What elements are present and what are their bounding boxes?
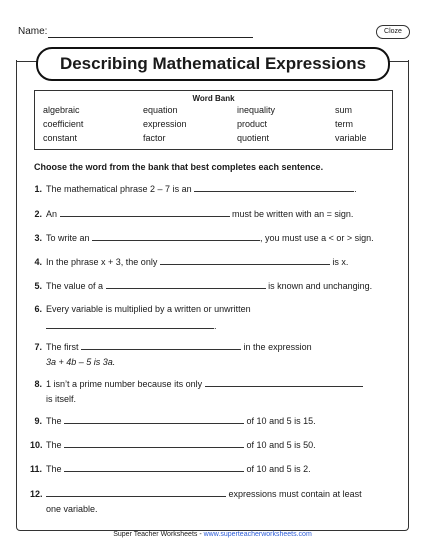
word-bank-title: Word Bank: [192, 94, 235, 103]
question-6: 6. Every variable is multiplied by a written or unwritten .: [34, 304, 251, 331]
worksheet-title: Describing Mathematical Expressions: [36, 47, 390, 81]
question-3: 3. To write an , you must use a < or > sign.: [34, 233, 374, 243]
answer-blank[interactable]: [46, 487, 226, 497]
cloze-badge: Cloze: [376, 25, 410, 39]
question-1: 1. The mathematical phrase 2 – 7 is an .: [30, 182, 400, 194]
question-10: 10. The of 10 and 5 is 50.: [30, 440, 316, 450]
word-bank-word: expression: [143, 119, 187, 129]
answer-blank[interactable]: [194, 182, 354, 192]
word-bank-word: constant: [43, 133, 78, 143]
title-connector-left: [16, 61, 38, 62]
answer-blank[interactable]: [81, 340, 241, 350]
word-bank-word: coefficient: [43, 119, 84, 129]
answer-blank[interactable]: [60, 207, 230, 217]
answer-blank[interactable]: [64, 414, 244, 424]
question-8: 8. 1 isn’t a prime number because its only is itself.: [30, 377, 400, 404]
answer-blank[interactable]: [64, 462, 244, 472]
question-7: 7. The first in the expression 3a + 4b – 5 is 3a.: [34, 342, 312, 367]
word-bank-box: [34, 90, 393, 150]
word-bank-word: product: [237, 119, 268, 129]
question-5: 5. The value of a is known and unchanging.: [34, 281, 373, 291]
footer-brand: Super Teacher Worksheets -: [113, 531, 204, 538]
question-number: 1.: [34, 184, 42, 194]
answer-blank[interactable]: [106, 279, 266, 289]
footer: [0, 531, 425, 538]
word-bank-word: variable: [335, 133, 367, 143]
answer-blank[interactable]: [64, 438, 244, 448]
answer-blank[interactable]: [205, 377, 363, 387]
answer-blank[interactable]: [46, 319, 214, 329]
name-blank-line[interactable]: [48, 37, 253, 38]
question-9: 9. The of 10 and 5 is 15.: [34, 416, 316, 426]
word-bank-word: quotient: [237, 133, 270, 143]
answer-blank[interactable]: [92, 231, 260, 241]
question-2: 2. An must be written with an = sign.: [34, 209, 354, 219]
word-bank-word: inequality: [237, 105, 276, 115]
instructions: Choose the word from the bank that best completes each sentence.: [34, 162, 324, 172]
word-bank-word: factor: [143, 133, 166, 143]
question-12: 12. expressions must contain at least one variable.: [30, 489, 362, 514]
word-bank-word: equation: [143, 105, 178, 115]
word-bank-word: sum: [335, 105, 353, 115]
name-label: Name:: [18, 26, 48, 37]
question-11: 11. The of 10 and 5 is 2.: [30, 464, 311, 474]
word-bank-word: term: [335, 119, 353, 129]
word-bank-word: algebraic: [43, 105, 80, 115]
footer-url[interactable]: www.superteacherworksheets.com: [203, 531, 312, 538]
question-4: 4. In the phrase x + 3, the only is x.: [34, 257, 349, 267]
answer-blank[interactable]: [160, 255, 330, 265]
